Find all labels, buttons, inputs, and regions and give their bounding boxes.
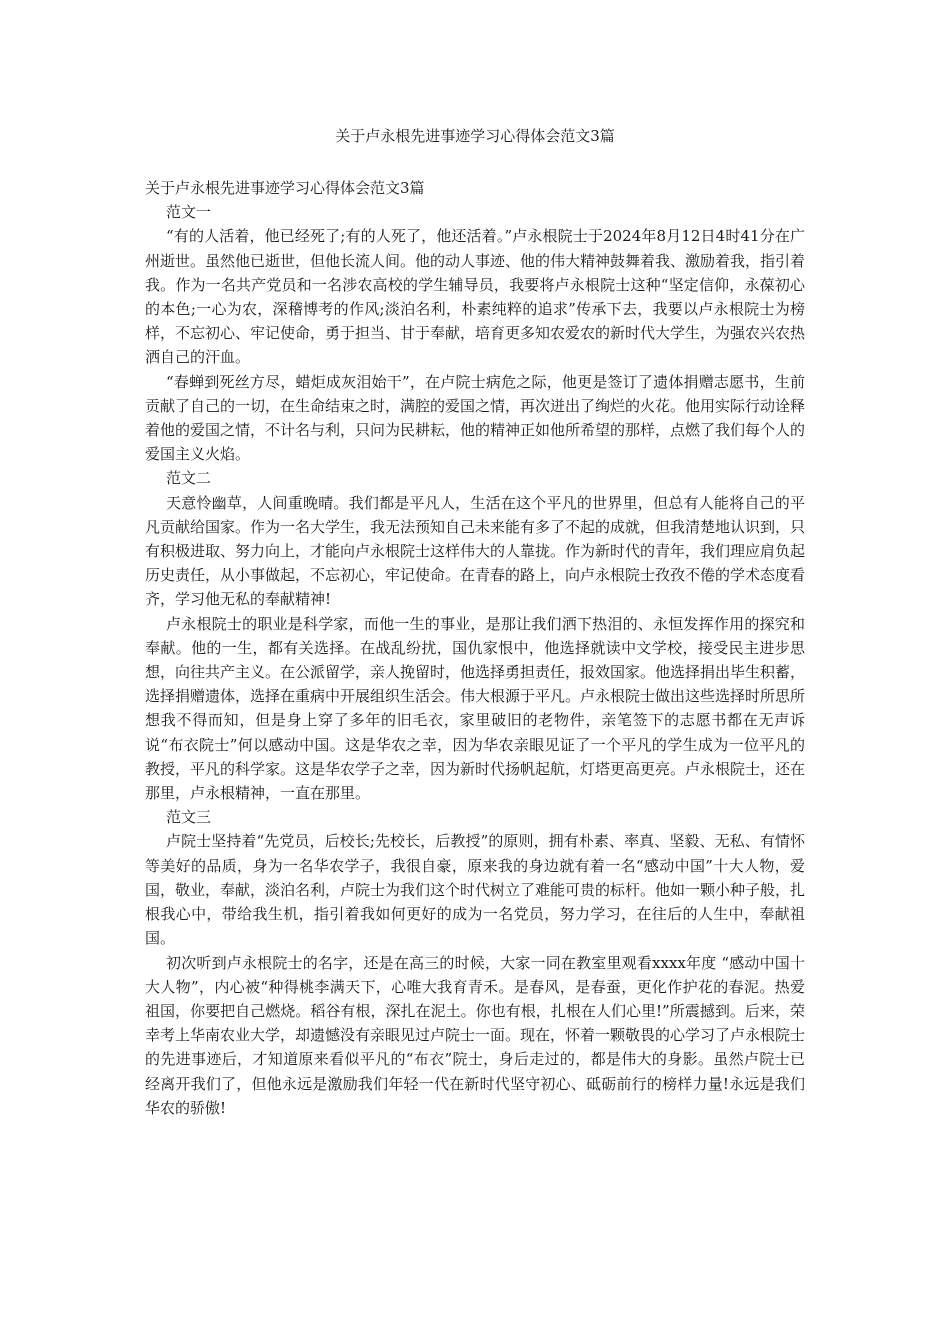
document-body — [145, 176, 805, 1120]
page-title: 关于卢永根先进事迹学习心得体会范文3篇 — [335, 127, 615, 145]
paragraph: 天意怜幽草，人间重晚晴。我们都是平凡人，生活在这个平凡的世界里，但总有人能将自己的平凡贡献给国家。作为一名大学生，我无法预知自己未来能有多了不起的成就，但我清楚地认识到，只有积极进取、努力向上，才能向卢永根院士这样伟大的人靠拢。作为新时代的青年，我们理应肩负起历史责任，从小事做起，不忘初心，牢记使命。在青春的路上，向卢永根院士孜孜不倦的学术态度看齐，学习他无私的奉献精神! — [145, 493, 806, 609]
paragraph: “有的人活着，他已经死了;有的人死了，他还活着。”卢永根院士于2024年8月12日4时41分在广州逝世。虽然他已逝世，但他长流人间。他的动人事迹、他的伟大精神鼓舞着我、激励着我，指引着我。作为一名共产党员和一名涉农高校的学生辅导员，我要将卢永根院士这种“坚定信仰，永葆初心的本色;一心为农，深稽博考的作风;淡泊名利，朴素纯粹的追求”传承下去，我要以卢永根院士为榜样，不忘初心、牢记使命，勇于担当、甘于奉献，培育更多知农爱农的新时代大学生，为强农兴农热洒自己的汗血。 — [145, 227, 806, 367]
paragraph: 卢永根院士的职业是科学家，而他一生的事业，是那让我们洒下热泪的、永恒发挥作用的探究和奉献。他的一生，都有关选择。在战乱纷扰，国仇家恨中，他选择就读中文学校，接受民主进步思想，向往共产主义。在公派留学，亲人挽留时，他选择勇担责任，报效国家。他选择捐出毕生积蓄，选择捐赠遗体，选择在重病中开展组织生活会。伟大根源于平凡。卢永根院士做出这些选择时所思所想我不得而知，但是身上穿了多年的旧毛衣，家里破旧的老物件，亲笔签下的志愿书都在无声诉说“布衣院士”何以感动中国。这是华农之幸，因为华农亲眼见证了一个平凡的学生成为一位平凡的教授，平凡的科学家。这是华农学子之幸，因为新时代扬帆起航，灯塔更高更亮。卢永根院士，还在那里，卢永根精神，一直在那里。 — [145, 614, 806, 803]
document-subtitle: 关于卢永根先进事迹学习心得体会范文3篇 — [145, 179, 425, 197]
section-label-1: 范文一 — [166, 203, 212, 222]
paragraph: 初次听到卢永根院士的名字，还是在高三的时候，大家一同在教室里观看xxxx年度 “感动中国十大人物”，内心被“种得桃李满天下，心唯大我育青禾。是春风，是春蚕，更化作护花的春泥。热爱祖国，你要把自己燃烧。稻谷有根，深扎在泥土。你也有根，扎根在人们心里!”所震撼到。后来，荣幸考上华南农业大学，却遗憾没有亲眼见过卢院士一面。现在，怀着一颗敬畏的心学习了卢永根院士的先进事迹后，才知道原来看似平凡的“布衣”院士，身后走过的，都是伟大的身影。虽然卢院士已经离开我们了，但他永远是激励我们年轻一代在新时代坚守初心、砥砺前行的榜样力量!永远是我们华农的骄傲! — [145, 953, 806, 1117]
paragraph: 卢院士坚持着“先党员，后校长;先校长，后教授”的原则，拥有朴素、率真、坚毅、无私、有情怀等美好的品质，身为一名华农学子，我很自豪，原来我的身边就有着一名“感动中国”十大人物，爱国，敬业，奉献，淡泊名利，卢院士为我们这个时代树立了难能可贵的标杆。他如一颗小种子般，扎根我心中，带给我生机，指引着我如何更好的成为一名党员，努力学习，在往后的人生中，奉献祖国。 — [145, 832, 806, 948]
section-label-3: 范文三 — [166, 808, 212, 827]
section-label-2: 范文二 — [166, 469, 212, 488]
paragraph: “春蝉到死丝方尽，蜡炬成灰泪始干”，在卢院士病危之际，他更是签订了遗体捐赠志愿书，生前贡献了自己的一切，在生命结束之时，满腔的爱国之情，再次迸出了绚烂的火花。他用实际行动诠释着他的爱国之情，不计名与利，只问为民耕耘，他的精神正如他所希望的那样，点燃了我们每个人的爱国主义火焰。 — [145, 372, 806, 464]
